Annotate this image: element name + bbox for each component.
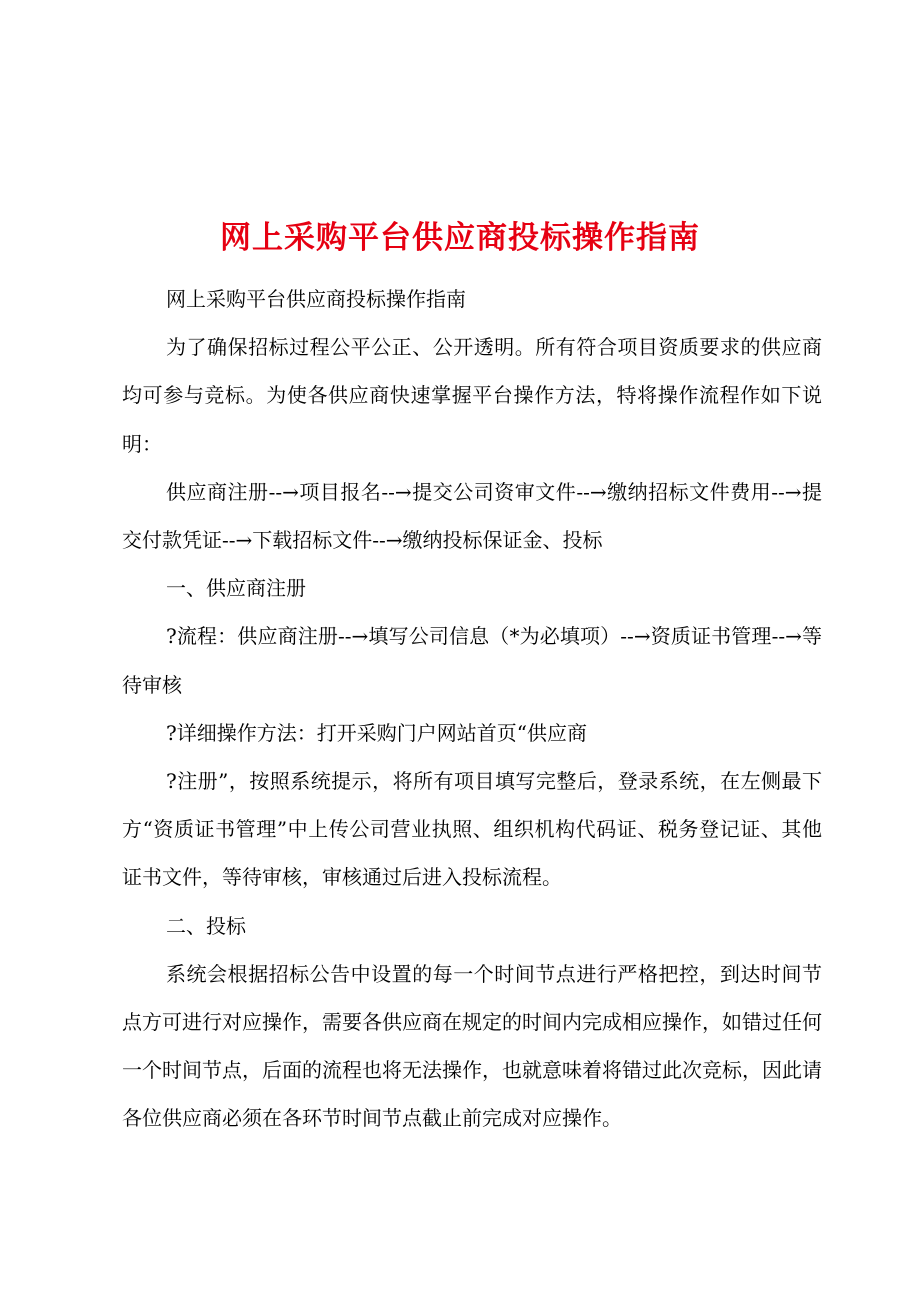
document-title: 网上采购平台供应商投标操作指南 bbox=[220, 219, 700, 256]
paragraph-detailed-method: ?详细操作方法：打开采购门户网站首页“供应商 bbox=[166, 720, 587, 745]
paragraph-process-flow: 供应商注册--→项目报名--→提交公司资审文件--→缴纳招标文件费用--→提交付款凭证--→下载招标文件--→缴纳投标保证金、投标 bbox=[122, 479, 822, 553]
paragraph-registration-steps: ?注册”，按照系统提示，将所有项目填写完整后，登录系统，在左侧最下方“资质证书管理”中上传公司营业执照、组织机构代码证、税务登记证、其他证书文件，等待审核，审核通过后进入投标流程。 bbox=[122, 769, 822, 890]
paragraph-registration-flow: ?流程：供应商注册--→填写公司信息（*为必填项）--→资质证书管理--→等待审核 bbox=[122, 624, 822, 697]
paragraph-bidding-rules: 系统会根据招标公告中设置的每一个时间节点进行严格把控，到达时间节点方可进行对应操作，需要各供应商在规定的时间内完成相应操作，如错过任何一个时间节点，后面的流程也将无法操作，也就意味着将错过此次竞标，因此请各位供应商必须在各环节时间节点截止前完成对应操作。 bbox=[122, 961, 822, 1131]
document-body bbox=[122, 275, 822, 1143]
paragraph-intro: 为了确保招标过程公平公正、公开透明。所有符合项目资质要求的供应商均可参与竞标。为使各供应商快速掌握平台操作方法，特将操作流程作如下说明： bbox=[122, 335, 822, 456]
section-heading-bidding: 二、投标 bbox=[166, 913, 246, 938]
paragraph-subtitle: 网上采购平台供应商投标操作指南 bbox=[166, 287, 466, 311]
section-heading-registration: 一、供应商注册 bbox=[166, 576, 306, 601]
